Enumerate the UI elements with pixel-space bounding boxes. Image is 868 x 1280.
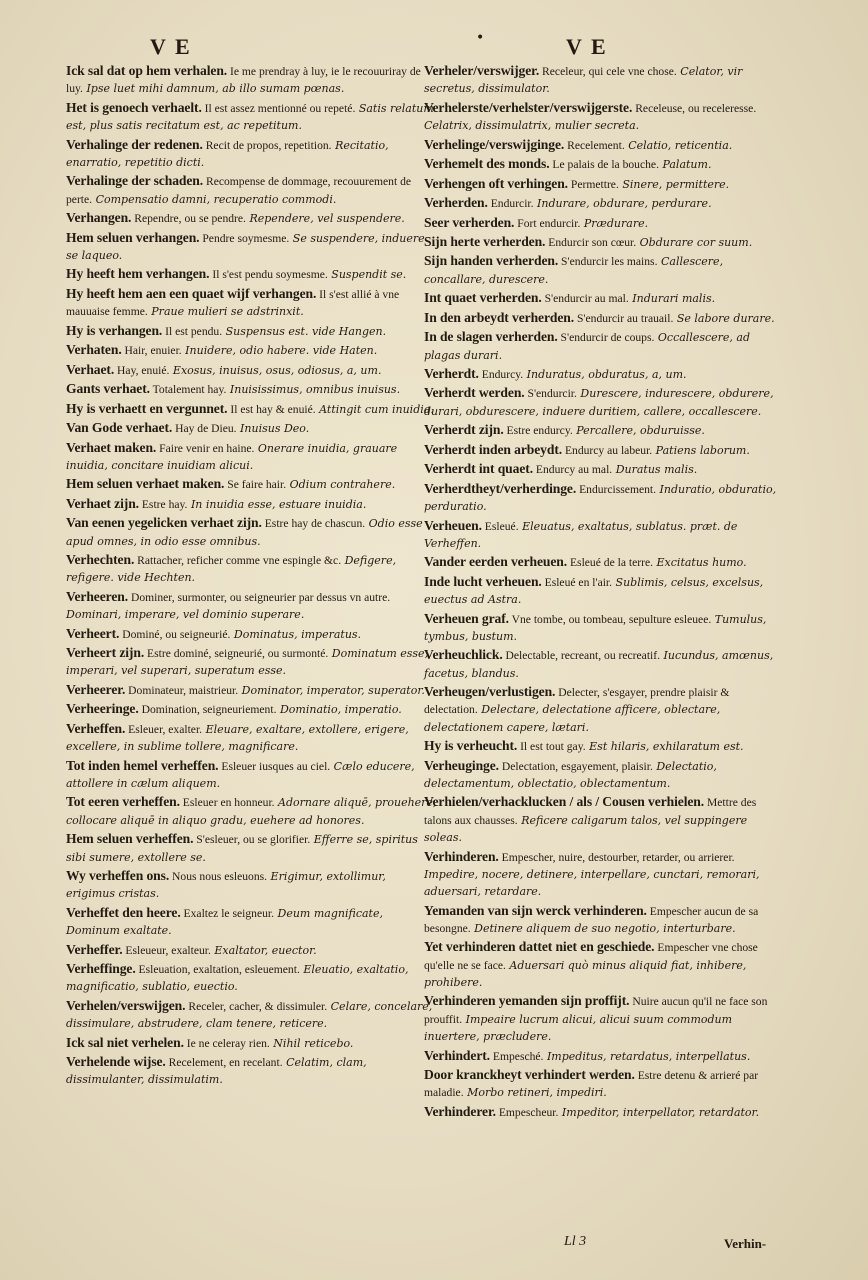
dictionary-entry <box>66 1053 438 1089</box>
entry-french: Empescher aucun de sa besongne. <box>424 904 759 935</box>
entry-latin: Eleuare, exaltare, extollere, erigere, excellere, in sublime tollere, magnificare. <box>66 722 409 754</box>
dictionary-entry <box>66 588 438 624</box>
entry-french: Domination, seigneuriement. <box>138 703 277 717</box>
entry-french: Empescheur. <box>495 1105 559 1119</box>
entry-french: Permettre. <box>567 177 619 191</box>
dictionary-entry <box>424 848 784 901</box>
entry-headword: Hy is verheucht. <box>424 738 518 754</box>
entry-latin: Durescere, indurescere, obdurere, durari, obdurescere, induere duritiem, callere, occallescere. <box>424 387 774 418</box>
entry-headword: Verherden. <box>424 195 488 211</box>
entry-french: Estre endurcy. <box>503 424 573 438</box>
entry-french: Rattacher, reficher comme vne espingle &c. <box>134 554 342 568</box>
dictionary-entry <box>424 683 784 736</box>
entry-latin: Dominator, imperator, superator. <box>238 683 425 697</box>
entry-french: Estre hay de chascun. <box>261 517 366 531</box>
dictionary-entry <box>66 361 438 379</box>
entry-french: Ie ne celeray rien. <box>183 1036 270 1050</box>
entry-latin: Morbo retineri, impediri. <box>463 1086 607 1100</box>
dictionary-entry <box>424 252 784 288</box>
dictionary-entry <box>424 233 784 251</box>
entry-french: Dominer, surmonter, ou seigneurier par dessus vn autre. <box>128 590 391 604</box>
entry-headword: Verhaet maken. <box>66 439 157 455</box>
dictionary-entry <box>424 610 784 646</box>
entry-latin: Est hilaris, exhilaratum est. <box>585 740 744 754</box>
entry-french: Le palais de la bouche. <box>549 158 659 172</box>
entry-latin: Iucundus, amœnus, facetus, blandus. <box>424 649 774 680</box>
entry-french: Se faire hair. <box>224 478 287 492</box>
dictionary-entry <box>66 229 438 265</box>
entry-headword: In den arbeydt verherden. <box>424 309 575 325</box>
entry-headword: Verherdt int quaet. <box>424 461 533 477</box>
entry-headword: Van Gode verhaet. <box>66 420 173 436</box>
dictionary-entry <box>66 997 438 1033</box>
dictionary-entry <box>424 480 784 516</box>
dictionary-entry <box>424 992 784 1045</box>
dictionary-entry <box>424 757 784 793</box>
dictionary-entry <box>66 960 438 996</box>
entry-french: Recelement. <box>564 138 625 152</box>
dictionary-entry <box>424 62 784 98</box>
entry-headword: Verheeren. <box>66 588 129 604</box>
entry-latin: Impeditor, interpellator, retardator. <box>558 1105 760 1119</box>
dictionary-entry <box>66 941 438 959</box>
entry-french: S'endurcir. <box>524 387 577 401</box>
dictionary-entry <box>424 289 784 307</box>
dictionary-entry <box>424 421 784 439</box>
entry-french: S'endurcir de coups. <box>557 331 655 345</box>
entry-headword: Verherdt inden arbeydt. <box>424 441 563 457</box>
entry-latin: Detinere aliquem de suo negotio, interturbare. <box>470 921 736 935</box>
entry-french: Exaltez le seigneur. <box>180 906 275 920</box>
entry-headword: Verheffen. <box>66 720 126 736</box>
entry-latin: Duratus malis. <box>612 463 698 477</box>
entry-latin: Delectatio, delectamentum, oblectatio, oblectamentum. <box>424 759 717 790</box>
entry-headword: Verherdtheyt/verherdinge. <box>424 480 577 496</box>
entry-french: Delecter, s'esgayer, prendre plaisir & delectation. <box>424 686 730 717</box>
dictionary-entry <box>66 681 438 699</box>
entry-french: Il est hay & enuié. <box>227 402 316 416</box>
entry-french: Empescher vne chose qu'elle ne se face. <box>424 941 758 972</box>
entry-headword: Ick sal niet verhelen. <box>66 1034 184 1050</box>
entry-headword: Verhaet zijn. <box>66 495 139 511</box>
entry-latin: In inuidia esse, estuare inuidia. <box>187 497 367 511</box>
entry-french: Il est pendu. <box>162 324 223 338</box>
entry-headword: Verhelende wijse. <box>66 1054 166 1070</box>
entry-french: S'endurcir au trauail. <box>574 311 674 325</box>
entry-latin: Suspensus est. vide Hangen. <box>222 324 387 338</box>
dictionary-entry <box>66 380 438 398</box>
dictionary-entry <box>66 700 438 718</box>
entry-headword: Hem seluen verheffen. <box>66 831 194 847</box>
entry-headword: Van eenen yegelicken verhaet zijn. <box>66 515 262 531</box>
dictionary-entry <box>66 99 438 135</box>
entry-headword: Verheuen. <box>424 517 482 533</box>
dictionary-entry <box>424 1066 784 1102</box>
entry-headword: Verhielen/verhacklucken / als / Cousen verhielen. <box>424 794 705 810</box>
catchword: Verhin- <box>724 1236 767 1251</box>
entry-headword: Hy is verhangen. <box>66 322 163 338</box>
entry-french: Mettre des talons aux chausses. <box>424 796 757 827</box>
dictionary-entry <box>66 793 438 829</box>
entry-latin: Nihil reticebo. <box>269 1036 354 1050</box>
entry-latin: Ipse luet mihi damnum, ab illo sumam pœnas. <box>82 82 345 96</box>
entry-latin: Eleuatio, exaltatio, magnificatio, sublatio, euectio. <box>66 963 409 994</box>
entry-french: Dominateur, maistrieur. <box>125 683 239 697</box>
entry-latin: Impeditus, retardatus, interpellatus. <box>543 1049 751 1063</box>
entry-french: Esleuation, exaltation, esleuement. <box>135 963 300 977</box>
dictionary-entry <box>424 1103 784 1121</box>
entry-latin: Inuidere, odio habere. vide Haten. <box>181 344 378 358</box>
entry-latin: Sublimis, celsus, excelsus, euectus ad Astra. <box>424 575 764 607</box>
entry-french: Dominé, ou seigneurié. <box>119 627 231 641</box>
entry-headword: Verhemelt des monds. <box>424 156 550 172</box>
dictionary-entry <box>424 384 784 420</box>
entry-headword: Verheffer. <box>66 941 123 957</box>
dictionary-entry <box>66 136 438 172</box>
entry-headword: Verheeringe. <box>66 701 139 717</box>
entry-french: Recit de propos, repetition. <box>202 138 332 152</box>
entry-french: Nuire aucun qu'il ne face son prouffit. <box>424 995 768 1026</box>
dictionary-entry <box>424 573 784 609</box>
entry-latin: Impedire, nocere, detinere, interpellare, cunctari, remorari, aduersari, retardare. <box>424 867 760 899</box>
entry-headword: Hem seluen verhaet maken. <box>66 476 225 492</box>
dictionary-entry <box>66 285 438 321</box>
entry-headword: Verheler/verswijger. <box>424 63 540 78</box>
entry-latin: Deum magnificate, Dominum exaltate. <box>66 906 383 938</box>
entry-headword: Verheuchlick. <box>424 647 503 663</box>
entry-french: Fort endurcir. <box>514 216 581 230</box>
entry-headword: Hy heeft hem verhangen. <box>66 266 210 282</box>
entry-french: Recompense de dommage, recouurement de perte. <box>66 175 412 206</box>
entry-latin: Prædurare. <box>580 216 649 230</box>
dictionary-entry <box>424 99 784 135</box>
entry-headword: Het is genoech verhaelt. <box>66 99 202 115</box>
entry-latin: Dominatus, imperatus. <box>230 627 362 641</box>
entry-latin: Indurari malis. <box>628 292 716 306</box>
right-column <box>424 62 784 1122</box>
entry-french: S'esleuer, ou se glorifier. <box>193 833 311 847</box>
entry-french: Esleuer en honneur. <box>179 796 275 810</box>
dictionary-entry <box>424 175 784 193</box>
entry-headword: Verhangen. <box>66 210 132 226</box>
entry-headword: Verheert. <box>66 625 120 641</box>
entry-headword: Verheffet den heere. <box>66 904 181 920</box>
entry-latin: Obdurare cor suum. <box>636 235 753 249</box>
entry-headword: Verhinderen yemanden sijn proffijt. <box>424 993 630 1009</box>
entry-headword: Seer verherden. <box>424 214 515 230</box>
entry-headword: Verheugen/verlustigen. <box>424 684 556 700</box>
entry-french: Esleué en l'air. <box>541 575 613 589</box>
entry-french: Recelement, en recelant. <box>165 1056 283 1070</box>
entry-latin: Suspendit se. <box>327 268 407 282</box>
entry-headword: Verhelerste/verhelster/verswijgerste. <box>424 99 633 115</box>
signature-mark: Ll 3 <box>564 1234 587 1249</box>
dictionary-entry <box>424 328 784 364</box>
entry-headword: In de slagen verherden. <box>424 329 558 345</box>
left-column <box>66 62 438 1090</box>
entry-headword: Hy heeft hem aen een quaet wijf verhangen. <box>66 285 317 301</box>
dictionary-entry <box>424 553 784 571</box>
entry-headword: Sijn handen verherden. <box>424 253 559 269</box>
entry-headword: Verhaten. <box>66 342 122 358</box>
entry-latin: Efferre se, spiritus sibi sumere, extollere se. <box>66 833 418 864</box>
entry-french: Hair, enuier. <box>121 344 182 358</box>
dictionary-entry <box>66 904 438 940</box>
entry-latin: Aduersari quò minus aliquid fiat, inhibere, prohibere. <box>424 958 747 989</box>
dictionary-entry <box>66 209 438 227</box>
entry-french: S'endurcir les mains. <box>558 255 658 269</box>
entry-headword: Tot inden hemel verheffen. <box>66 757 219 773</box>
entry-french: Ie me prendray à luy, ie le recouuriray de luy. <box>66 65 421 96</box>
running-head-right: V E <box>566 34 608 59</box>
dictionary-entry <box>66 720 438 756</box>
dictionary-entry <box>424 646 784 682</box>
entry-french: Endurcir son cœur. <box>545 235 637 249</box>
entry-french: Il est tout gay. <box>517 740 586 754</box>
dictionary-entry <box>424 309 784 327</box>
entry-latin: Compensatio damni, recuperatio commodi. <box>92 192 337 206</box>
entry-french: Faire venir en haine. <box>156 441 255 455</box>
dictionary-entry <box>424 793 784 846</box>
entry-french: Il s'est pendu soymesme. <box>209 268 328 282</box>
entry-latin: Occallescere, ad plagas durari. <box>424 331 751 362</box>
entry-french: Endurcy au labeur. <box>562 443 653 457</box>
entry-headword: Verherdt. <box>424 366 479 381</box>
entry-headword: Verhaet. <box>66 361 115 377</box>
entry-headword: Verhalinge der redenen. <box>66 136 203 152</box>
entry-headword: Verhinderen. <box>424 848 499 864</box>
entry-latin: Exosus, inuisus, osus, odiosus, a, um. <box>169 363 382 377</box>
entry-french: Delectation, esgayement, plaisir. <box>498 759 653 773</box>
entry-french: Il est assez mentionné ou repeté. <box>201 101 356 115</box>
entry-headword: Verheert zijn. <box>66 645 145 661</box>
dictionary-entry <box>66 830 438 866</box>
entry-latin: Percallere, obduruisse. <box>572 424 705 438</box>
entry-latin: Reficere caligarum talos, vel suppingere soleas. <box>424 813 748 845</box>
entry-latin: Satis relatum est, plus satis recitatum est, ac repetitum. <box>66 101 434 133</box>
entry-latin: Celatim, clam, dissimulanter, dissimulatim. <box>66 1056 367 1087</box>
entry-headword: Hem seluen verhangen. <box>66 229 200 245</box>
entry-french: Esleué de la terre. <box>567 556 654 570</box>
entry-french: Receleur, qui cele vne chose. <box>539 65 677 78</box>
entry-headword: Yemanden van sijn werck verhinderen. <box>424 902 647 918</box>
dictionary-entry <box>424 441 784 459</box>
entry-latin: Induratio, obduratio, perduratio. <box>424 482 777 514</box>
entry-latin: Se labore durare. <box>673 311 775 325</box>
entry-french: Empesché. <box>490 1049 544 1063</box>
entry-latin: Excitatus humo. <box>653 556 747 570</box>
entry-french: Totalement hay. <box>149 383 227 397</box>
entry-french: Endurcy au mal. <box>533 463 613 477</box>
dictionary-entry <box>66 439 438 475</box>
entry-headword: Verherdt werden. <box>424 385 525 401</box>
entry-french: S'endurcir au mal. <box>541 292 629 306</box>
entry-latin: Celatrix, dissimulatrix, mulier secreta. <box>424 119 640 133</box>
entry-headword: Tot eeren verheffen. <box>66 794 180 810</box>
entry-headword: Verhechten. <box>66 552 135 568</box>
entry-latin: Adornare aliquē, prouehere, collocare aliquē in aliquo gradu, euehere ad honores. <box>66 796 437 827</box>
entry-french: Estre dominé, seigneurié, ou surmonté. <box>144 647 329 661</box>
entry-latin: Erigimur, extollimur, erigimus cristas. <box>66 870 386 901</box>
entry-headword: Verhinderer. <box>424 1103 496 1119</box>
entry-headword: Verheerer. <box>66 681 126 697</box>
entry-headword: Vander eerden verheuen. <box>424 554 568 570</box>
entry-latin: Rependere, vel suspendere. <box>245 212 405 226</box>
entry-french: Estre hay. <box>138 497 188 511</box>
entry-headword: Verhengen oft verhingen. <box>424 175 568 191</box>
dictionary-entry <box>66 625 438 643</box>
dictionary-entry <box>66 1034 438 1052</box>
entry-latin: Praue mulieri se adstrinxit. <box>147 305 304 319</box>
entry-headword: Verhalinge der schaden. <box>66 173 204 189</box>
entry-headword: Sijn herte verherden. <box>424 233 546 249</box>
entry-latin: Sinere, permittere. <box>618 177 730 191</box>
entry-headword: Yet verhinderen dattet niet en geschiede. <box>424 939 655 955</box>
entry-headword: Verheuginge. <box>424 757 499 773</box>
entry-headword: Verheffinge. <box>66 961 136 977</box>
dictionary-entry <box>424 365 784 383</box>
entry-french: Endurcy. <box>478 368 524 381</box>
entry-french: Nous nous esleuons. <box>169 870 268 884</box>
dictionary-entry <box>66 341 438 359</box>
entry-latin: Cælo educere, attollere in cælum aliquem. <box>66 759 415 790</box>
entry-french: Receler, cacher, & dissimuler. <box>185 999 328 1013</box>
entry-latin: Recitatio, enarratio, repetitio dicti. <box>66 138 389 169</box>
dictionary-entry <box>66 322 438 340</box>
entry-french: Delectable, recreant, ou recreatif. <box>502 649 661 663</box>
entry-latin: Delectare, delectatione afficere, oblectare, delectationem capere, lætari. <box>424 703 721 734</box>
dictionary-entry <box>424 155 784 173</box>
entry-latin: Dominatio, imperatio. <box>276 703 402 717</box>
dictionary-entry <box>66 419 438 437</box>
entry-headword: Verhelinge/verswijginge. <box>424 136 565 152</box>
entry-latin: Odio esse apud omnes, in odio esse omnibus. <box>66 517 423 548</box>
dictionary-entry <box>424 1047 784 1065</box>
dictionary-entry <box>424 460 784 478</box>
entry-latin: Tumulus, tymbus, bustum. <box>424 612 767 643</box>
entry-latin: Celator, vir secretus, dissimulator. <box>424 65 743 96</box>
entry-latin: Onerare inuidia, grauare inuidia, concitare inuidiam alicui. <box>66 441 398 472</box>
entry-french: Rependre, ou se pendre. <box>131 212 246 226</box>
dictionary-entry <box>66 265 438 283</box>
entry-latin: Impeaire lucrum alicui, alicui suum commodum inuertere, præcludere. <box>424 1012 733 1044</box>
dictionary-entry <box>424 194 784 212</box>
entry-french: Esleueur, exalteur. <box>122 943 211 957</box>
entry-french: Il s'est allié à vne mauuaise femme. <box>66 287 400 319</box>
page-dot: • <box>476 30 485 46</box>
entry-french: Esleuer, exalter. <box>125 722 203 736</box>
entry-headword: Inde lucht verheuen. <box>424 573 542 589</box>
entry-headword: Verhindert. <box>424 1047 490 1063</box>
dictionary-entry <box>424 902 784 938</box>
entry-latin: Dominari, imperare, vel dominio superare. <box>66 608 305 622</box>
entry-french: Endurcissement. <box>576 482 657 496</box>
dictionary-entry <box>66 757 438 793</box>
entry-french: Esleué. <box>481 519 519 533</box>
dictionary-entry <box>66 644 438 680</box>
entry-latin: Se suspendere, induere se laqueo. <box>66 231 425 262</box>
entry-headword: Gants verhaet. <box>66 381 150 397</box>
entry-headword: Verhelen/verswijgen. <box>66 997 186 1013</box>
entry-latin: Attingit cum inuidia. <box>315 402 434 416</box>
dictionary-entry <box>424 214 784 232</box>
entry-latin: Induratus, obduratus, a, um. <box>523 368 687 381</box>
dictionary-entry <box>66 400 438 418</box>
dictionary-entry <box>66 514 438 550</box>
entry-latin: Dominatum esse, imperari, vel superari, superatum esse. <box>66 647 429 678</box>
entry-headword: Verheuen graf. <box>424 610 509 626</box>
entry-latin: Eleuatus, exaltatus, sublatus. præt. de Verheffen. <box>424 519 738 550</box>
running-head-left: V E <box>150 34 192 59</box>
entry-french: Endurcir. <box>487 197 534 211</box>
entry-latin: Celare, concelare, dissimulare, abstrudere, clam tenere, reticere. <box>66 999 433 1031</box>
dictionary-entry <box>424 517 784 553</box>
entry-latin: Inuisissimus, omnibus inuisus. <box>226 383 401 397</box>
entry-headword: Verherdt zijn. <box>424 422 504 438</box>
dictionary-entry <box>66 867 438 903</box>
entry-french: Hay de Dieu. <box>172 422 237 436</box>
dictionary-entry <box>424 136 784 154</box>
entry-headword: Door kranckheyt verhindert werden. <box>424 1067 635 1083</box>
dictionary-entry <box>424 938 784 991</box>
entry-latin: Callescere, concallare, durescere. <box>424 255 724 286</box>
dictionary-entry <box>66 62 438 98</box>
entry-french: Receleuse, ou receleresse. <box>632 101 757 115</box>
entry-headword: Ick sal dat op hem verhalen. <box>66 63 228 78</box>
entry-french: Estre detenu & arrieré par maladie. <box>424 1069 759 1100</box>
entry-french: Hay, enuié. <box>114 363 170 377</box>
entry-latin: Palatum. <box>658 158 712 172</box>
dictionary-entry <box>66 172 438 208</box>
entry-headword: Int quaet verherden. <box>424 290 542 306</box>
dictionary-entry <box>424 737 784 755</box>
entry-french: Esleuer iusques au ciel. <box>218 759 331 773</box>
entry-latin: Inuisus Deo. <box>236 422 310 436</box>
entry-latin: Exaltator, euector. <box>210 943 317 957</box>
entry-french: Empescher, nuire, destourber, retarder, ou arrierer. <box>498 850 735 864</box>
entry-headword: Wy verheffen ons. <box>66 868 170 884</box>
entry-headword: Hy is verhaett en vergunnet. <box>66 400 228 416</box>
entry-latin: Celatio, reticentia. <box>624 138 733 152</box>
entry-french: Pendre soymesme. <box>199 231 290 245</box>
entry-latin: Odium contrahere. <box>286 478 396 492</box>
dictionary-entry <box>66 551 438 587</box>
entry-french: Vne tombe, ou tombeau, sepulture esleuee. <box>508 612 712 626</box>
entry-latin: Patiens laborum. <box>652 443 750 457</box>
dictionary-entry <box>66 495 438 513</box>
entry-latin: Defigere, refigere. vide Hechten. <box>66 554 397 585</box>
entry-latin: Indurare, obdurare, perdurare. <box>533 197 712 211</box>
dictionary-entry <box>66 475 438 493</box>
